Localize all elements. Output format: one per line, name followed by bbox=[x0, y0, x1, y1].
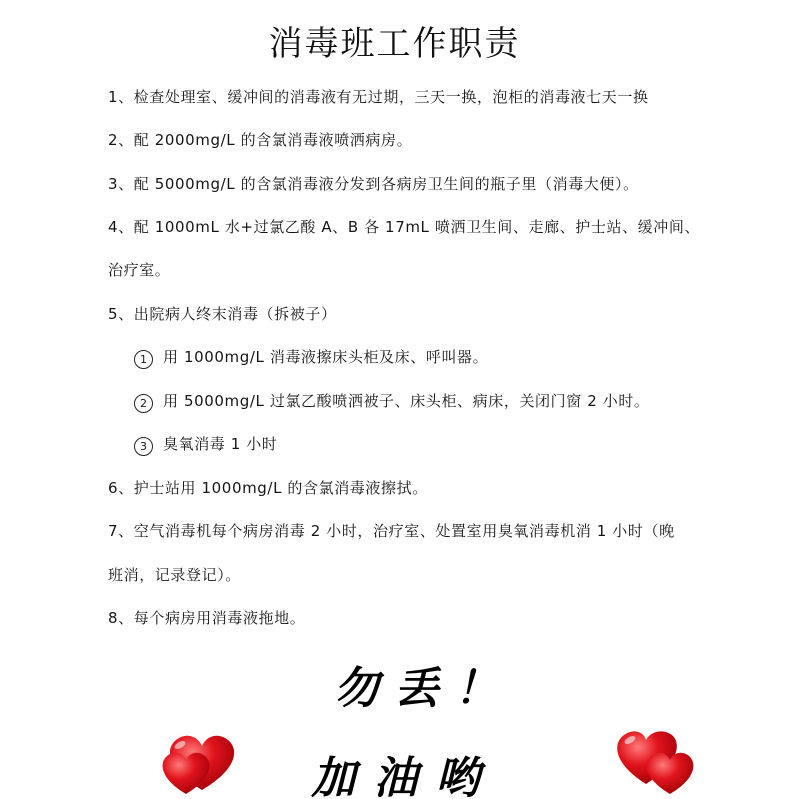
duty-item-7-continued: 班消，记录登记）。 bbox=[108, 566, 241, 584]
duty-item-7: 7、空气消毒机每个病房消毒 2 小时，治疗室、处置室用臭氧消毒机消 1 小时（晚 bbox=[108, 522, 675, 540]
duty-item-5: 5、出院病人终末消毒（拆被子） bbox=[108, 305, 337, 323]
sub-item-text: 用 5000mg/L 过氯乙酸喷洒被子、床头柜、病床，关闭门窗 2 小时。 bbox=[163, 392, 650, 410]
sub-item-2 bbox=[134, 390, 650, 413]
sub-item-1 bbox=[134, 346, 488, 369]
slogan-keep-going: 加油哟 bbox=[311, 753, 498, 799]
slogan-dont-lose: 勿丢！ bbox=[334, 663, 515, 714]
heart-icon-right bbox=[610, 724, 702, 796]
duty-item-4: 4、配 1000mL 水+过氯乙酸 A、B 各 17mL 喷洒卫生间、走廊、护士站、缓冲间、 bbox=[108, 218, 701, 236]
duty-item-4-continued: 治疗室。 bbox=[108, 261, 171, 279]
sub-item-text: 用 1000mg/L 消毒液擦床头柜及床、呼叫器。 bbox=[163, 348, 489, 366]
duty-item-2: 2、配 2000mg/L 的含氯消毒液喷洒病房。 bbox=[108, 131, 413, 149]
duty-item-6: 6、护士站用 1000mg/L 的含氯消毒液擦拭。 bbox=[108, 479, 428, 497]
duty-item-3: 3、配 5000mg/L 的含氯消毒液分发到各病房卫生间的瓶子里（消毒大便）。 bbox=[108, 175, 639, 193]
page-title: 消毒班工作职责 bbox=[268, 24, 521, 64]
sub-item-3 bbox=[134, 433, 277, 456]
duty-item-8: 8、每个病房用消毒液拖地。 bbox=[108, 609, 306, 627]
circled-number: 2 bbox=[134, 394, 153, 413]
circled-number: 1 bbox=[134, 350, 153, 369]
circled-number: 3 bbox=[134, 437, 153, 456]
duty-item-1: 1、检查处理室、缓冲间的消毒液有无过期，三天一换，泡柜的消毒液七天一换 bbox=[108, 88, 649, 106]
sub-item-text: 臭氧消毒 1 小时 bbox=[163, 435, 278, 453]
heart-icon-left bbox=[158, 728, 244, 796]
